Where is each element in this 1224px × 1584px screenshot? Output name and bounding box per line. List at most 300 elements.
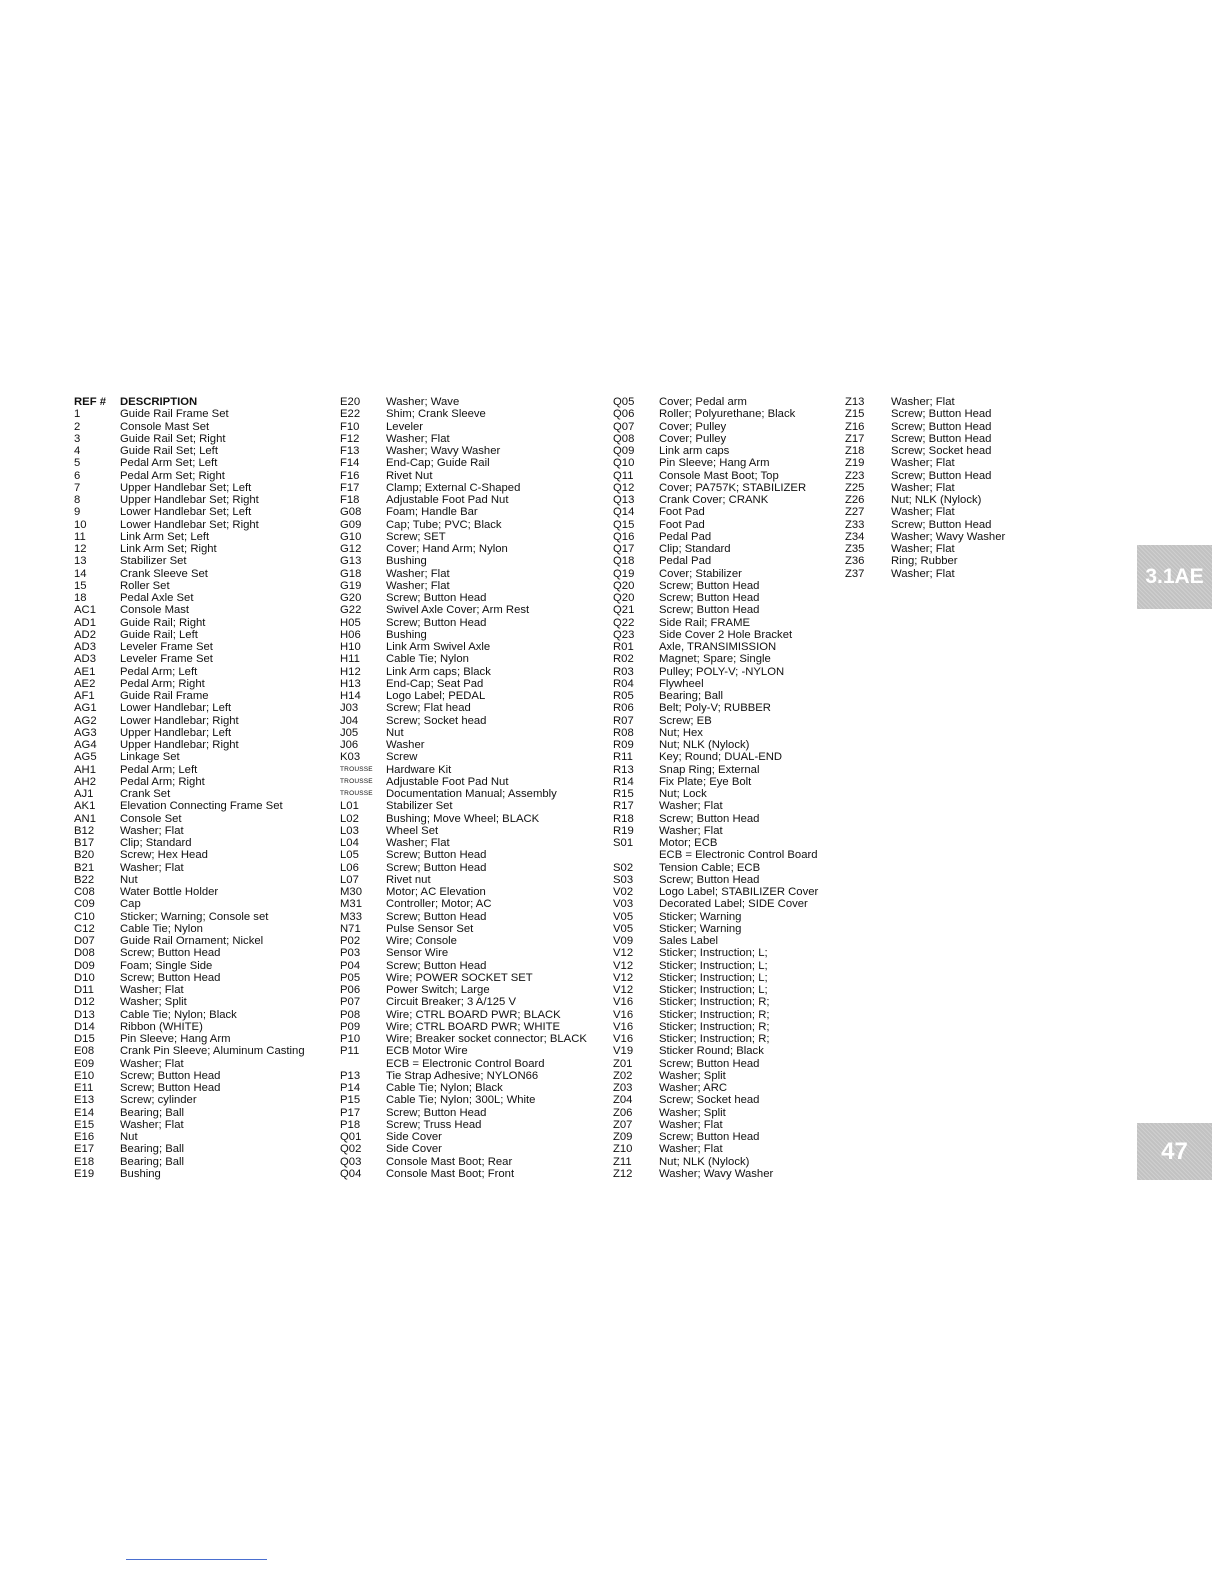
part-ref: V09 [613,935,634,947]
table-row [613,1107,818,1119]
part-ref: Q21 [613,604,635,617]
table-row [340,935,587,947]
part-description: Upper Handlebar Set; Right [120,494,259,506]
part-description: Sales Label [659,935,719,947]
part-ref: P05 [340,971,361,984]
table-row [340,1143,587,1155]
part-ref: 11 [74,530,86,543]
part-description: Crank Sleeve Set [120,567,208,580]
part-description: Rivet Nut [386,469,433,482]
part-ref: V16 [613,1020,634,1033]
table-row [74,776,305,788]
table-row [613,457,818,469]
table-row [340,1033,587,1045]
part-description: Clamp; External C-Shaped [386,481,521,494]
table-row [613,727,818,739]
part-description: Pedal Pad [659,555,712,568]
part-description: Wheel Set [386,824,439,837]
part-description: Screw; Button Head [891,420,992,433]
part-ref: AJ1 [74,788,94,800]
part-ref: F14 [340,457,360,470]
table-row [613,629,818,641]
part-description: Cable Tie; Nylon; Black [386,1082,503,1094]
part-description: Sticker; Instruction; L; [659,947,768,960]
table-row [613,1131,818,1143]
table-row [613,788,818,800]
table-row [74,433,305,445]
part-description: Sticker; Warning; Console set [120,910,269,923]
table-row [74,592,305,604]
part-ref: D08 [74,947,95,960]
part-description: Adjustable Foot Pad Nut [386,494,509,506]
part-description: Screw; Socket head [386,714,487,727]
part-ref: R19 [613,824,634,837]
table-row [74,1094,305,1106]
table-row [74,678,305,690]
part-ref: AC1 [74,604,96,617]
part-ref: R15 [613,788,634,800]
part-description: Console Mast Boot; Top [659,469,779,482]
part-description: Rivet nut [386,873,431,886]
part-description: Ribbon (WHITE) [120,1020,203,1033]
part-description: Elevation Connecting Frame Set [120,800,283,813]
part-description: Console Mast Boot; Rear [386,1155,513,1168]
page-number: 47 [1161,1137,1188,1165]
table-row [340,1021,587,1033]
part-ref: AG4 [74,739,97,751]
part-ref: Q04 [340,1167,362,1180]
part-ref: 2 [74,420,81,433]
table-row [613,1168,818,1180]
part-ref: Z25 [845,481,865,494]
table-row [74,1021,305,1033]
part-description: Bushing [386,555,427,568]
part-description: Nut; Lock [659,788,707,800]
part-description: Pulley; POLY-V; -NYLON [659,665,785,678]
part-ref: Q07 [613,420,635,433]
part-ref: V12 [613,959,634,972]
part-ref: AD3 [74,641,96,653]
part-ref: L03 [340,824,359,837]
part-ref: G20 [340,592,362,604]
table-row [340,813,587,825]
part-ref: AE2 [74,677,96,690]
part-description: Screw; Socket head [659,1094,760,1107]
part-description: Screw; Button Head [120,947,221,960]
part-description: Nut [386,726,404,739]
table-row [340,396,587,408]
table-row [340,837,587,849]
part-ref: Q20 [613,592,635,604]
part-ref: D11 [74,984,94,996]
part-ref: L05 [340,849,359,862]
part-ref: Z15 [845,408,865,421]
part-ref: Q10 [613,457,635,470]
part-ref [613,849,659,861]
table-row [340,788,587,800]
table-row [613,911,818,923]
part-description: Clip; Standard [659,543,731,555]
part-ref: H13 [340,677,361,690]
part-ref: F10 [340,420,360,433]
part-ref: 1 [74,408,81,421]
part-ref: Z19 [845,457,865,470]
part-description: Flywheel [659,677,704,690]
part-description: Pedal Arm Set; Right [120,469,225,482]
table-row [613,849,818,861]
table-row [74,519,305,531]
part-ref: P06 [340,984,361,996]
part-description: Bearing; Ball [120,1106,185,1119]
part-description: Washer; Flat [659,1118,723,1131]
table-row [845,531,1005,543]
part-description: Cover; Pedal arm [659,396,747,408]
part-description: Nut [120,1131,138,1143]
part-description: Ring; Rubber [891,555,958,568]
part-description: Sticker; Instruction; L; [659,959,768,972]
footer-rule [126,1559,267,1560]
part-description: Pedal Axle Set [120,592,194,604]
part-ref: E08 [74,1045,95,1058]
part-ref: R01 [613,641,634,653]
part-ref: R18 [613,812,634,825]
part-description: Side Cover [386,1143,442,1156]
part-description: ECB Motor Wire [386,1045,468,1058]
part-description: Washer; Flat [891,457,955,470]
part-ref: Z10 [613,1143,633,1156]
table-row [613,678,818,690]
table-row [613,506,818,518]
part-ref: Z37 [845,567,865,580]
part-description: Washer; Flat [386,837,450,849]
table-row [845,494,1005,506]
part-ref: AD2 [74,628,96,641]
table-row [74,1131,305,1143]
table-row [613,1070,818,1082]
table-row [613,764,818,776]
part-ref: E22 [340,408,361,421]
table-row [74,947,305,959]
part-description: Wire; CTRL BOARD PWR; BLACK [386,1008,561,1021]
part-ref: R17 [613,800,634,813]
part-description: Pedal Arm; Left [120,763,198,776]
part-ref: C10 [74,910,95,923]
table-row [74,506,305,518]
part-description: Washer; Flat [386,567,450,580]
part-description: Wire; POWER SOCKET SET [386,971,533,984]
table-row [74,739,305,751]
part-description: Washer; Flat [386,579,450,592]
part-ref: E11 [74,1082,94,1094]
part-ref: Z04 [613,1094,633,1107]
part-description: Screw; Socket head [891,445,992,457]
part-description: Washer; Flat [891,543,955,555]
part-ref: Z07 [613,1118,633,1131]
part-ref: Z16 [845,420,865,433]
part-description: Hardware Kit [386,763,452,776]
part-ref: Z34 [845,530,865,543]
table-row [613,702,818,714]
part-description: Washer; Flat [659,1143,723,1156]
part-description: Washer; Split [120,996,187,1009]
part-description: Stabilizer Set [120,555,187,568]
part-description: Cover; Hand Arm; Nylon [386,543,508,555]
part-ref: 6 [74,469,81,482]
part-description: Crank Cover; CRANK [659,494,769,506]
part-ref: Q15 [613,518,635,531]
parts-column-2 [340,396,587,1180]
part-description: Cover; PA757K; STABILIZER [659,481,807,494]
table-row [340,653,587,665]
part-description: Controller; Motor; AC [386,898,492,911]
part-ref: C08 [74,886,95,898]
table-row [340,702,587,714]
table-row [340,568,587,580]
table-row [74,629,305,641]
part-ref: E10 [74,1069,95,1082]
part-ref: TROUSSE [340,790,373,797]
part-description: Screw; Button Head [120,1082,221,1094]
part-description: Washer; Wavy Washer [659,1167,774,1180]
part-description: Nut [120,873,138,886]
part-description: Sticker; Instruction; R; [659,1008,770,1021]
table-row [845,519,1005,531]
part-description: Foot Pad [659,518,705,531]
part-ref: V16 [613,1008,634,1021]
table-row [613,543,818,555]
part-ref: Q12 [613,481,635,494]
table-row [74,751,305,763]
part-ref: D09 [74,959,95,972]
table-row [845,421,1005,433]
part-description: Screw; Button Head [659,873,760,886]
table-row [613,935,818,947]
part-description: Sticker; Instruction; R; [659,1020,770,1033]
table-row [340,776,587,788]
part-ref: H06 [340,628,361,641]
table-row [340,1168,587,1180]
part-description: Screw; Button Head [891,432,992,445]
table-row [340,506,587,518]
table-row [74,1107,305,1119]
table-row [340,641,587,653]
table-row [74,531,305,543]
table-row [340,1058,587,1070]
part-description: Cable Tie; Nylon [120,922,203,935]
part-ref: Q23 [613,628,635,641]
part-ref: V12 [613,947,634,960]
table-row [340,678,587,690]
part-ref: S01 [613,837,634,849]
part-description: Wire; Breaker socket connector; BLACK [386,1033,587,1045]
table-row [74,408,305,420]
table-row [613,947,818,959]
table-row [74,494,305,506]
part-description: Washer; Flat [891,481,955,494]
part-ref: P02 [340,935,361,947]
table-row [340,751,587,763]
part-ref: Q16 [613,530,635,543]
table-row [340,849,587,861]
table-row [340,923,587,935]
part-description: Stabilizer Set [386,800,453,813]
table-row [74,1033,305,1045]
part-ref: G12 [340,543,362,555]
part-description: Fix Plate; Eye Bolt [659,775,752,788]
table-row [613,776,818,788]
table-row [74,886,305,898]
table-row [340,580,587,592]
table-row [613,984,818,996]
table-row [74,788,305,800]
table-row [613,482,818,494]
part-ref: G13 [340,555,362,568]
part-description: Cable Tie; Nylon; Black [120,1008,237,1021]
table-row [340,457,587,469]
part-ref: D13 [74,1008,95,1021]
part-description: Sticker; Instruction; L; [659,984,768,996]
part-ref: E09 [74,1057,95,1070]
parts-list [340,396,587,1180]
table-row [613,494,818,506]
part-description: Bearing; Ball [120,1143,185,1156]
part-ref: P09 [340,1020,361,1033]
part-ref: H11 [340,653,360,666]
table-row [74,911,305,923]
part-description: Washer; ARC [659,1082,728,1094]
table-row [340,1119,587,1131]
part-ref: Z01 [613,1057,633,1070]
table-row [613,1143,818,1155]
part-ref: TROUSSE [340,777,373,785]
part-description: Lower Handlebar Set; Right [120,518,259,531]
part-description: Nut; Hex [659,726,703,739]
table-row [340,972,587,984]
parts-column-1 [74,396,305,1180]
part-ref: E16 [74,1131,95,1143]
table-row [340,715,587,727]
part-ref: Z35 [845,543,865,555]
table-row [74,996,305,1008]
part-ref: AK1 [74,800,96,813]
parts-list [845,396,1005,580]
table-row [74,604,305,616]
part-description: Screw; Button Head [659,812,760,825]
part-ref: C09 [74,898,95,911]
part-ref: F17 [340,481,360,494]
table-row [74,470,305,482]
part-description: Belt; Poly-V; RUBBER [659,702,771,715]
part-description: Upper Handlebar Set; Left [120,481,252,494]
table-row [340,482,587,494]
table-row [613,408,818,420]
page-number-tab [1137,1123,1212,1180]
table-row [74,960,305,972]
part-ref: E18 [74,1155,95,1168]
table-row [74,617,305,629]
table-row [613,972,818,984]
part-ref: R02 [613,653,634,666]
part-description: Key; Round; DUAL-END [659,751,783,764]
part-ref: G09 [340,518,362,531]
part-ref: R08 [613,726,634,739]
part-ref: J03 [340,702,359,715]
table-row [613,825,818,837]
table-row [613,421,818,433]
table-row [74,1009,305,1021]
table-row [845,396,1005,408]
part-description: Pedal Arm; Right [120,775,205,788]
part-ref: AH1 [74,763,96,776]
description-column-header: DESCRIPTION [120,396,198,408]
part-description: Cover; Pulley [659,432,727,445]
table-row [845,433,1005,445]
part-ref: L02 [340,812,359,825]
table-row [340,1131,587,1143]
part-description: Foam; Handle Bar [386,506,478,519]
part-ref: M33 [340,910,362,923]
table-row [613,923,818,935]
part-ref: Q03 [340,1155,362,1168]
part-ref: M31 [340,898,362,911]
part-description: Washer; Flat [891,396,955,408]
part-description: Bearing; Ball [659,690,724,702]
table-row [613,715,818,727]
table-row [74,849,305,861]
table-row [613,1119,818,1131]
model-tab [1137,545,1212,609]
part-ref: F13 [340,445,360,457]
parts-list [613,396,818,1180]
table-row [613,1058,818,1070]
part-description: End-Cap; Seat Pad [386,677,484,690]
part-description: Washer; Flat [120,1057,184,1070]
part-description: Screw; Button Head [659,579,760,592]
part-description: Linkage Set [120,751,180,764]
part-description: Magnet; Spare; Single [659,653,771,666]
part-ref: 18 [74,592,87,604]
part-description: Pedal Pad [659,530,712,543]
part-description: Screw; Button Head [891,469,992,482]
part-ref: AN1 [74,812,96,825]
table-row [613,433,818,445]
table-row [340,874,587,886]
table-row [340,1156,587,1168]
part-description: Screw; Button Head [386,1106,487,1119]
part-description: Leveler Frame Set [120,653,213,666]
part-ref: C12 [74,922,95,935]
part-description: Washer; Flat [120,1118,184,1131]
table-row [613,751,818,763]
part-description: Documentation Manual; Assembly [386,788,557,800]
part-ref: 15 [74,579,87,592]
part-ref: D15 [74,1033,95,1045]
part-ref: AG3 [74,726,97,739]
part-ref: R05 [613,690,634,702]
part-ref: V05 [613,922,634,935]
table-row [613,470,818,482]
part-description: Sticker; Instruction; R; [659,996,770,1009]
table-row [340,984,587,996]
table-row [340,1045,587,1057]
table-row [74,837,305,849]
part-ref: E14 [74,1106,95,1119]
table-row [613,837,818,849]
part-description: Washer; Wavy Washer [891,530,1006,543]
table-row [340,629,587,641]
part-ref: B20 [74,849,95,862]
part-description: Cap [120,898,141,911]
